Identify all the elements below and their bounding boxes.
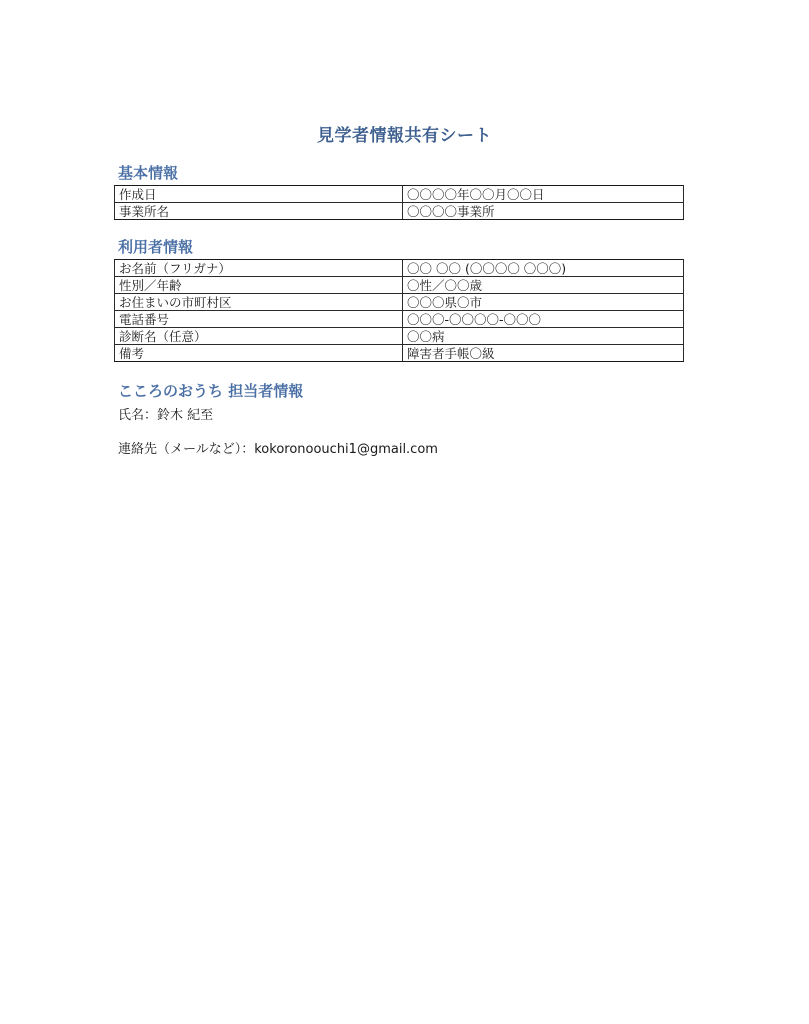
staff-name: 氏名：鈴木 紀至 — [118, 408, 214, 423]
row-value: 〇性／〇〇歳 — [403, 277, 684, 294]
table-row — [115, 277, 684, 294]
table-row — [115, 345, 684, 362]
row-value: 〇〇病 — [403, 328, 684, 345]
table-row — [115, 186, 684, 203]
row-label: 備考 — [115, 345, 403, 362]
row-value: 〇〇〇〇年〇〇月〇〇日 — [403, 186, 684, 203]
row-value: 〇〇〇県〇市 — [403, 294, 684, 311]
table-row — [115, 203, 684, 220]
basic-info-table — [114, 185, 684, 220]
document-title: 見学者情報共有シート — [317, 126, 492, 146]
row-value: 〇〇〇-〇〇〇〇-〇〇〇 — [403, 311, 684, 328]
row-value: 障害者手帳〇級 — [403, 345, 684, 362]
section-heading-basic-info: 基本情報 — [118, 164, 179, 182]
row-label: 事業所名 — [115, 203, 403, 220]
row-value: 〇〇〇〇事業所 — [403, 203, 684, 220]
table-row — [115, 294, 684, 311]
row-label: 診断名（任意） — [115, 328, 403, 345]
row-value: 〇〇 〇〇 (〇〇〇〇 〇〇〇) — [403, 260, 684, 277]
user-info-table — [114, 259, 684, 362]
table-row — [115, 311, 684, 328]
row-label: 性別／年齢 — [115, 277, 403, 294]
row-label: お名前（フリガナ） — [115, 260, 403, 277]
section-heading-user-info: 利用者情報 — [118, 238, 194, 256]
row-label: 電話番号 — [115, 311, 403, 328]
row-label: お住まいの市町村区 — [115, 294, 403, 311]
staff-contact: 連絡先（メールなど）：kokoronoouchi1@gmail.com — [118, 442, 438, 457]
row-label: 作成日 — [115, 186, 403, 203]
section-heading-staff-info: こころのおうち 担当者情報 — [118, 382, 304, 400]
table-row — [115, 328, 684, 345]
table-row — [115, 260, 684, 277]
